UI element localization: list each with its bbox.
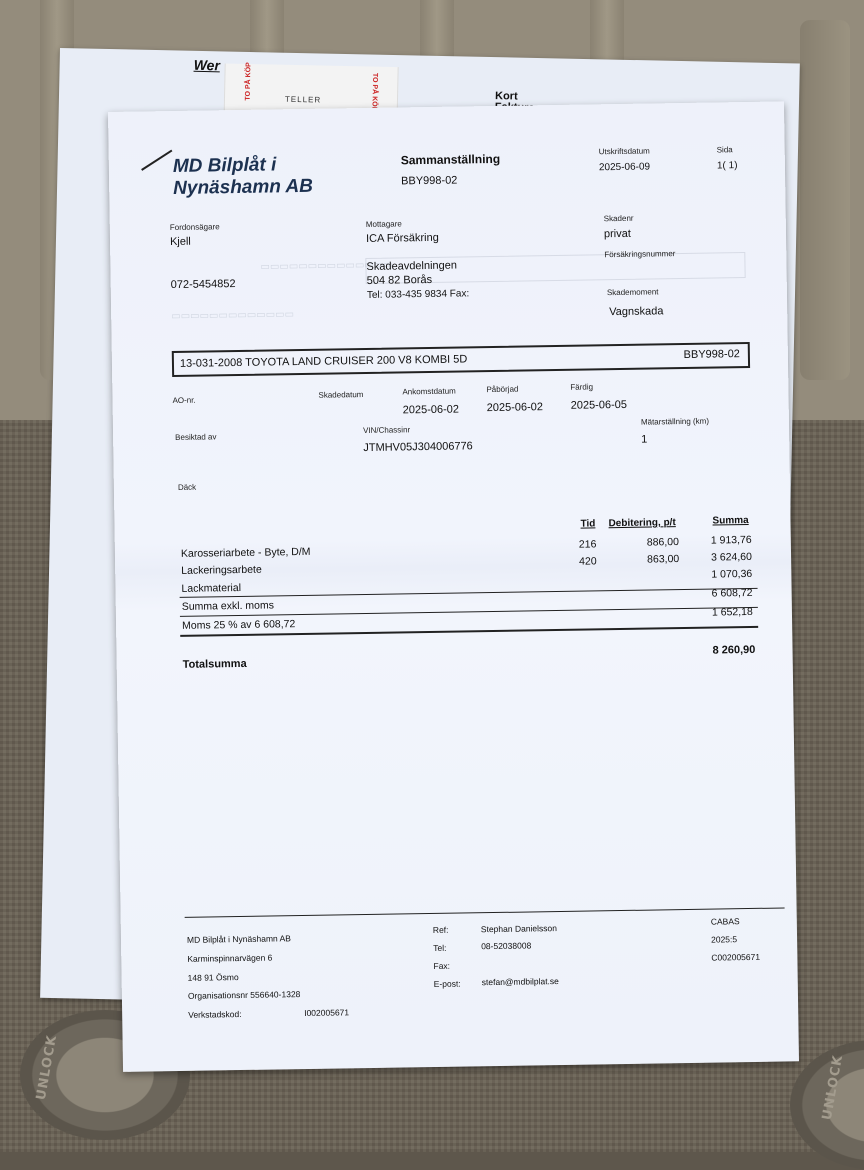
back-title: Wer: [193, 56, 221, 74]
tires-label: Däck: [177, 482, 197, 492]
footer-company: MD Bilplåt i Nynäshamn AB: [186, 933, 292, 945]
row-tid: 216: [578, 538, 597, 551]
footer-tel: 08-52038008: [481, 940, 532, 952]
subtotal: 6 608,72: [711, 586, 753, 600]
receiver-address: 504 82 Borås: [366, 273, 433, 287]
damage-moment: Vagnskada: [609, 305, 664, 319]
row-rate: 886,00: [646, 536, 680, 549]
arrival-date: 2025-06-02: [402, 403, 460, 417]
footer-system: CABAS: [710, 916, 740, 927]
receipt-teller: TELLER: [284, 94, 322, 105]
odometer-label: Mätarställning (km): [640, 416, 710, 427]
claim-no: privat: [603, 227, 631, 241]
done-label: Färdig: [570, 382, 594, 392]
footer-ref: Stephan Danielsson: [480, 923, 558, 935]
pen-mark: [141, 150, 172, 171]
document-ref: BBY998-02: [401, 174, 458, 188]
show-through: ▭▭▭▭▭▭▭▭▭▭▭▭▭: [171, 309, 295, 323]
page-label: Sida: [716, 145, 733, 155]
policy-label: Försäkringsnummer: [604, 249, 676, 260]
footer-ref-label: Ref:: [432, 924, 449, 935]
unlock-label: UNLOCK: [33, 1033, 61, 1102]
done-date: 2025-06-05: [570, 398, 628, 412]
page-number: 1( 1): [716, 160, 738, 172]
row-tid: 420: [579, 555, 597, 568]
table-rule: [180, 588, 758, 598]
col-tid: Tid: [580, 518, 596, 530]
start-date: 2025-06-02: [486, 401, 544, 415]
row-sum: 3 624,60: [710, 550, 753, 564]
ao-label: AO-nr.: [172, 395, 196, 406]
document-title: Sammanställning: [400, 151, 501, 168]
row-sum: 1 913,76: [710, 533, 752, 547]
vat-label: Moms 25 % av 6 608,72: [181, 618, 296, 632]
vin: JTMHV05J304006776: [363, 440, 473, 455]
back-kort-label: Kort: [494, 90, 518, 103]
row-rate: 863,00: [647, 553, 680, 566]
show-through: ▭▭▭▭▭▭▭▭▭▭▭▭▭▭: [260, 259, 393, 273]
print-date-label: Utskriftsdatum: [598, 146, 650, 157]
odometer: 1: [641, 433, 648, 446]
footer-code: C002005671: [711, 951, 761, 963]
footer-rule: [185, 907, 785, 917]
company-name: [173, 154, 313, 200]
row-sum: 1 070,36: [711, 567, 753, 581]
receiver-dept: Skadeavdelningen: [366, 259, 458, 273]
unlock-label: UNLOCK: [819, 1053, 847, 1122]
invoice-sheet: [108, 101, 799, 1071]
vin-label: VIN/Chassinr: [362, 425, 411, 436]
total-label: Totalsumma: [182, 657, 247, 671]
damage-date-label: Skadedatum: [318, 390, 364, 400]
row-desc: Lackmaterial: [181, 581, 242, 595]
company-line2: Nynäshamn AB: [173, 175, 314, 199]
mat-rib: [800, 20, 850, 380]
claim-no-label: Skadenr: [603, 213, 634, 224]
vehicle-reg: BBY998-02: [683, 348, 740, 361]
footer-shop-label: Verkstadskod:: [188, 1009, 242, 1020]
arrival-label: Ankomstdatum: [402, 386, 456, 397]
footer-shop-code: I002005671: [304, 1007, 350, 1019]
vat: 1 652,18: [711, 605, 753, 619]
receiver-label: Mottagare: [365, 219, 402, 229]
vehicle-box: [172, 342, 750, 377]
footer-email: stefan@mdbilplat.se: [481, 976, 559, 988]
owner-name: Kjell: [169, 235, 191, 249]
inspected-label: Besiktad av: [175, 432, 217, 442]
receiver-tel: Tel: 033-435 9834 Fax:: [366, 288, 470, 301]
owner-phone: 072-5454852: [170, 278, 236, 292]
col-sum: Summa: [712, 514, 749, 527]
footer-orgnr: Organisationsnr 556640-1328: [187, 989, 301, 1001]
receipt-red-text: TO PÅ KÖP: [370, 72, 378, 112]
footer-fax-label: Fax:: [433, 960, 451, 971]
subtotal-label: Summa exkl. moms: [181, 599, 275, 613]
footer-city: 148 91 Ösmo: [187, 972, 239, 983]
company-line1: MD Bilplåt i: [172, 154, 277, 177]
footer-email-label: E-post:: [433, 978, 461, 989]
receipt-red-text: TO PÅ KÖP: [244, 62, 253, 101]
footer-tel-label: Tel:: [433, 942, 447, 953]
damage-moment-label: Skademoment: [606, 287, 659, 298]
row-desc: Lackeringsarbete: [181, 563, 262, 577]
owner-label: Fordonsägare: [169, 222, 220, 233]
total-amount: 8 260,90: [712, 643, 756, 657]
start-label: Påbörjad: [486, 384, 519, 395]
vehicle-description: 13-031-2008 TOYOTA LAND CRUISER 200 V8 KOMBI 5D: [179, 353, 468, 370]
receiver-name: ICA Försäkring: [365, 231, 439, 245]
col-rate: Debitering, p/t: [608, 517, 676, 530]
footer-street: Karminspinnarvägen 6: [187, 952, 273, 964]
footer-version: 2025:5: [710, 934, 738, 945]
print-date: 2025-06-09: [598, 161, 651, 174]
row-desc: Karosseriarbete - Byte, D/M: [180, 545, 311, 560]
